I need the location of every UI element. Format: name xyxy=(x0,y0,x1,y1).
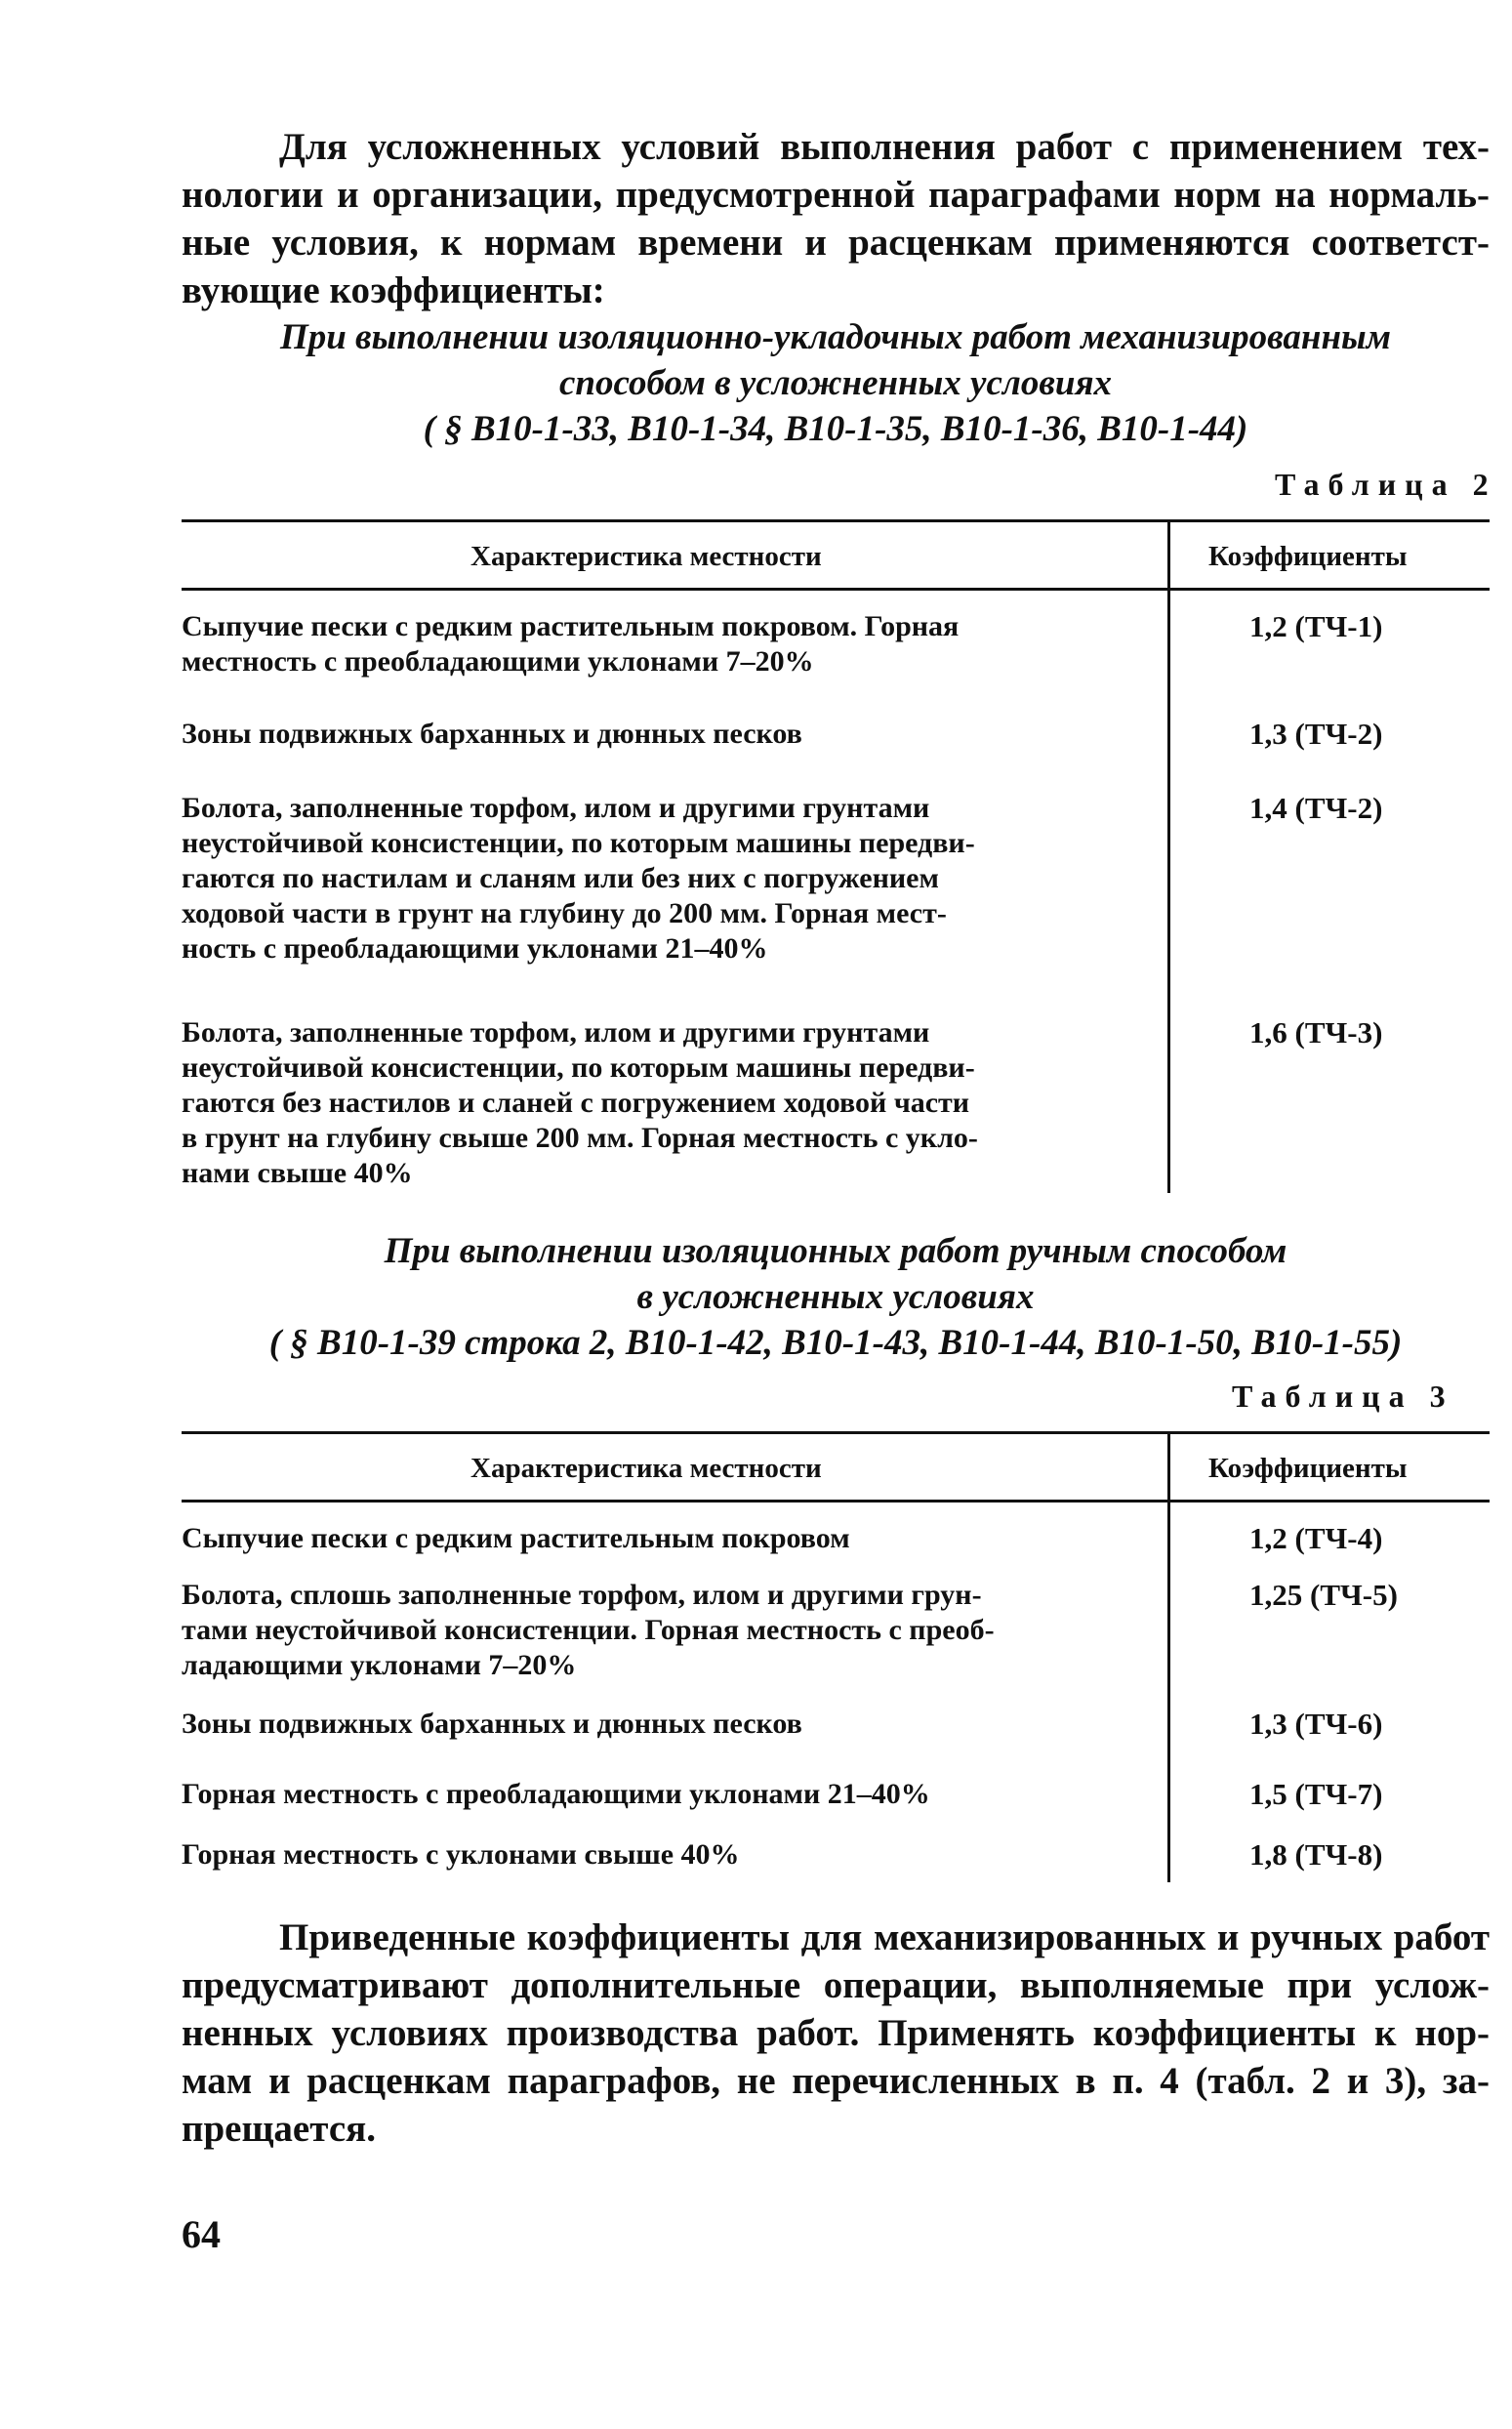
section1-heading-line: способом в усложненных условиях xyxy=(558,363,1113,403)
table3-top-rule xyxy=(182,1431,1490,1434)
closing-paragraph xyxy=(182,1914,1490,2153)
table3-row-2-text: Болота, сплошь заполненные торфом, илом и другими грун- тами неустойчивой консистенции. Горная местность с преоб- ладающими уклонами 7–20% xyxy=(182,1579,995,1681)
table2-row-4-text: Болота, заполненные торфом, илом и другими грунтами неустойчивой консистенции, по которым машины передви- гаются без настилов и сланей с погружением ходовой части в грунт на глубину свыше 200 мм. Горная местность с укло- нами свыше 40% xyxy=(182,1016,978,1189)
table2-top-rule xyxy=(182,519,1490,522)
section2-heading-line: ( § В10-1-39 строка 2, В10-1-42, В10-1-43, В10-1-44, В10-1-50, В10-1-55) xyxy=(268,1323,1403,1363)
section2-heading-line: в усложненных условиях xyxy=(636,1277,1035,1317)
closing-line: ненных условиях производства работ. Применять коэффициенты к нор- xyxy=(182,2012,1490,2054)
table3-row-5-value: 1,8 (ТЧ-8) xyxy=(1249,1837,1383,1872)
table2-header-coefficients: Коэффициенты xyxy=(1208,541,1408,572)
table3-row-4-value: 1,5 (ТЧ-7) xyxy=(1249,1777,1383,1811)
table-2 xyxy=(182,519,1490,1222)
intro-line: Для усложненных условий выполнения работ с применением тех- xyxy=(279,126,1490,168)
table2-row-2-value: 1,3 (ТЧ-2) xyxy=(1249,717,1383,751)
table3-header-coefficients: Коэффициенты xyxy=(1208,1453,1408,1484)
intro-line: ные условия, к нормам времени и расценкам применяются соответст- xyxy=(182,222,1490,264)
table2-label: Таблица 2 xyxy=(1275,467,1497,502)
table3-row-4-text: Горная местность с преобладающими уклонами 21–40% xyxy=(182,1778,930,1810)
table3-row-1-value: 1,2 (ТЧ-4) xyxy=(1249,1521,1383,1555)
table3-header-rule xyxy=(182,1500,1490,1503)
table3-row-3-value: 1,3 (ТЧ-6) xyxy=(1249,1707,1383,1741)
closing-line: Приведенные коэффициенты для механизированных и ручных работ xyxy=(279,1916,1490,1958)
intro-line: нологии и организации, предусмотренной параграфами норм на нормаль- xyxy=(182,174,1490,216)
table2-header-rule xyxy=(182,588,1490,591)
table3-row-3-text: Зоны подвижных барханных и дюнных песков xyxy=(182,1708,802,1740)
table2-row-3-value: 1,4 (ТЧ-2) xyxy=(1249,791,1383,825)
intro-paragraph xyxy=(182,123,1490,314)
table2-row-1-value: 1,2 (ТЧ-1) xyxy=(1249,609,1383,643)
section1-heading-line: ( § В10-1-33, В10-1-34, В10-1-35, В10-1-36, В10-1-44) xyxy=(423,409,1248,449)
page-number: 64 xyxy=(182,2212,221,2256)
table2-row-4-value: 1,6 (ТЧ-3) xyxy=(1249,1015,1383,1050)
table2-column-divider xyxy=(1167,519,1170,1193)
section1-heading xyxy=(182,314,1490,452)
table2-row-2-text: Зоны подвижных барханных и дюнных песков xyxy=(182,718,802,750)
closing-line: прещается. xyxy=(182,2108,376,2150)
section1-heading-line: При выполнении изоляционно-укладочных работ механизированным xyxy=(279,317,1392,357)
section2-heading-line: При выполнении изоляционных работ ручным способом xyxy=(384,1231,1287,1271)
table2-header-characteristic: Характеристика местности xyxy=(470,541,822,572)
intro-line: вующие коэффициенты: xyxy=(182,269,605,311)
table-3 xyxy=(182,1431,1490,1900)
table2-row-3-text: Болота, заполненные торфом, илом и другими грунтами неустойчивой консистенции, по которым машины передви- гаются по настилам и сланям или без них с погружением ходовой части в грунт на глубину до 200 мм. Горная мест- ность с преобладающими уклонами 21–40% xyxy=(182,792,975,965)
closing-line: мам и расценкам параграфов, не перечисленных в п. 4 (табл. 2 и 3), за- xyxy=(182,2060,1490,2102)
table3-row-5-text: Горная местность с уклонами свыше 40% xyxy=(182,1838,740,1871)
closing-line: предусматривают дополнительные операции, выполняемые при услож- xyxy=(182,1964,1490,2006)
section2-heading xyxy=(182,1228,1490,1366)
table3-row-1-text: Сыпучие пески с редким растительным покровом xyxy=(182,1522,850,1554)
table3-row-2-value: 1,25 (ТЧ-5) xyxy=(1249,1578,1398,1612)
table3-label: Таблица 3 xyxy=(1232,1379,1454,1414)
table2-row-1-text: Сыпучие пески с редким растительным покровом. Горная местность с преобладающими уклонами 7–20% xyxy=(182,610,960,678)
table3-header-characteristic: Характеристика местности xyxy=(470,1453,822,1484)
